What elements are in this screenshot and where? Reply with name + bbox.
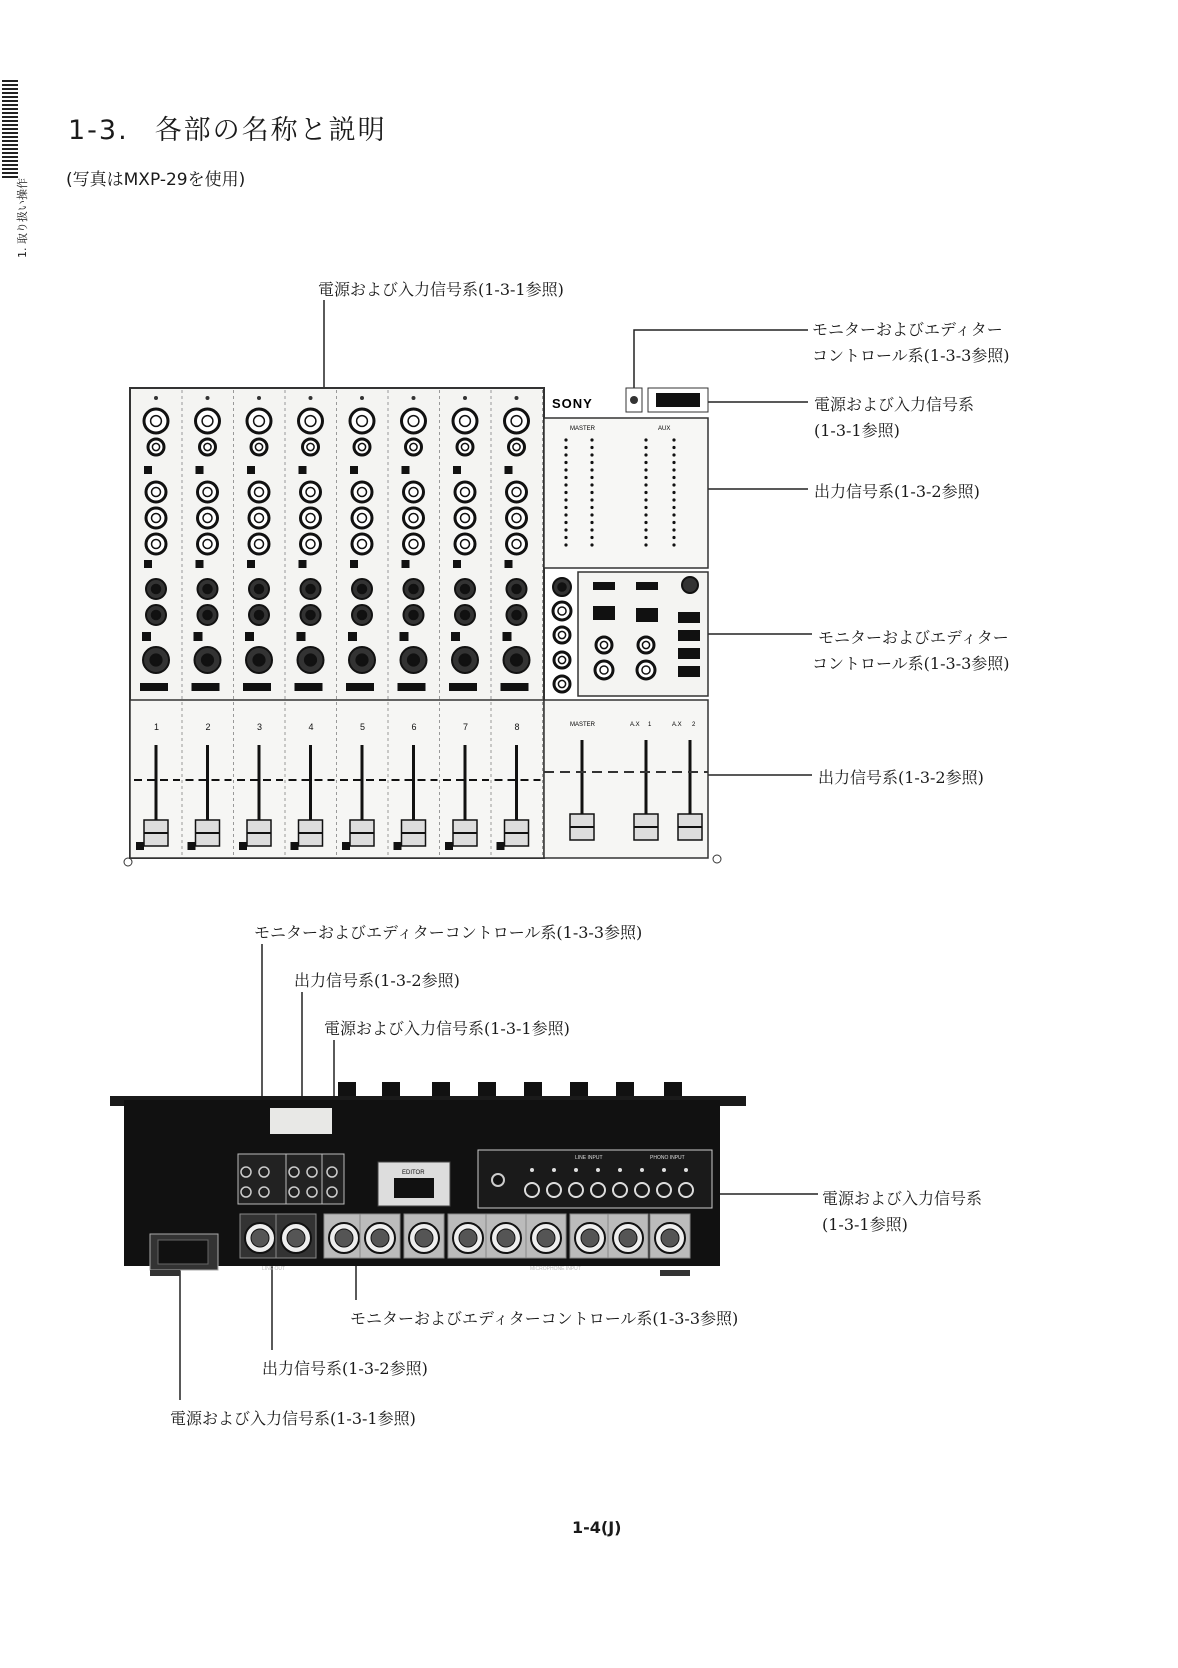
switch-icon <box>400 632 409 641</box>
xlr-pin-icon <box>581 1229 599 1247</box>
switch-icon <box>245 632 254 641</box>
channel-number: 4 <box>308 722 314 732</box>
knob-cap-icon <box>358 514 367 523</box>
brand-logo: SONY <box>552 396 593 411</box>
mute-button-icon <box>501 683 529 691</box>
meter-led-icon <box>564 521 567 524</box>
knob-cap-icon <box>409 488 418 497</box>
switch-icon <box>196 466 204 474</box>
fader-label-master: MASTER <box>570 722 596 728</box>
meter-led-icon <box>672 483 675 486</box>
knob-cap-icon <box>358 585 367 594</box>
switch-icon <box>299 466 307 474</box>
meter-led-icon <box>672 446 675 449</box>
switch-icon <box>402 560 410 568</box>
monitor-button-icon <box>678 648 700 659</box>
knob-cap-icon <box>511 416 522 427</box>
switch-icon <box>505 560 513 568</box>
meter-led-icon <box>672 498 675 501</box>
knob-cap-icon <box>461 585 470 594</box>
knob-cap-icon <box>461 514 470 523</box>
knob-cap-icon <box>512 585 521 594</box>
knob-cap-icon <box>461 540 470 549</box>
knob-cap-icon <box>255 540 264 549</box>
knob-cap-icon <box>253 654 265 666</box>
mute-button-icon <box>295 683 323 691</box>
rear-top-label-1: モニターおよびエディターコントロール系(1-3-3参照) <box>254 923 643 942</box>
xlr-pin-icon <box>251 1229 269 1247</box>
rca-marker-icon <box>684 1168 688 1172</box>
switch-icon <box>453 560 461 568</box>
front-callout-2-line1: 電源および入力信号系 <box>814 395 975 414</box>
mute-button-icon <box>398 683 426 691</box>
knob-cap-icon <box>152 611 161 620</box>
knob-cap-icon <box>151 416 162 427</box>
page-number: 1-4(J) <box>572 1518 622 1537</box>
switch-icon <box>142 632 151 641</box>
xlr-pin-icon <box>619 1229 637 1247</box>
switch-icon <box>505 466 513 474</box>
knob-cap-icon <box>600 641 607 648</box>
knob-cap-icon <box>306 488 315 497</box>
channel-number: 2 <box>205 722 211 732</box>
rca-marker-icon <box>552 1168 556 1172</box>
meter-led-icon <box>672 461 675 464</box>
photo-note: (写真はMXP-29を使用) <box>66 170 246 190</box>
meter-led-icon <box>644 528 647 531</box>
switch-icon <box>503 632 512 641</box>
knob-cap-icon <box>358 488 367 497</box>
meter-led-icon <box>564 528 567 531</box>
switch-icon <box>350 466 358 474</box>
knob-cap-icon <box>203 611 212 620</box>
xlr-pin-icon <box>537 1229 555 1247</box>
rear-panel-photo <box>0 900 1178 1460</box>
xlr-pin-icon <box>371 1229 389 1247</box>
meter-led-icon <box>564 536 567 539</box>
meter-led-icon <box>590 438 593 441</box>
xlr-pin-icon <box>287 1229 305 1247</box>
knob-cap-icon <box>152 540 161 549</box>
knob-cap-icon <box>461 488 470 497</box>
mute-button-icon <box>449 683 477 691</box>
meter-led-icon <box>644 543 647 546</box>
knob-cap-icon <box>203 514 212 523</box>
knob-cap-icon <box>558 583 566 591</box>
rear-knob-silhouette <box>382 1082 400 1096</box>
section-number: 1-3. <box>68 115 129 146</box>
front-callout-3: 出力信号系(1-3-2参照) <box>814 482 980 501</box>
meter-led-icon <box>590 521 593 524</box>
knob-cap-icon <box>202 416 213 427</box>
rear-right-label-line1: 電源および入力信号系 <box>822 1189 983 1208</box>
knob-cap-icon <box>642 641 649 648</box>
switch-icon <box>291 842 299 850</box>
knob-cap-icon <box>255 611 264 620</box>
switch-icon <box>297 632 306 641</box>
knob-cap-icon <box>152 488 161 497</box>
knob-cap-icon <box>306 514 315 523</box>
xlr-pin-icon <box>661 1229 679 1247</box>
meter-led-icon <box>564 438 567 441</box>
knob-cap-icon <box>461 611 470 620</box>
indicator-dot-icon <box>463 396 467 400</box>
meter-led-icon <box>644 468 647 471</box>
knob-cap-icon <box>358 540 367 549</box>
knob-cap-icon <box>558 656 565 663</box>
knob-cap-icon <box>203 585 212 594</box>
meter-led-icon <box>590 498 593 501</box>
meter-led-icon <box>564 446 567 449</box>
meter-led-icon <box>564 461 567 464</box>
meter-led-icon <box>590 476 593 479</box>
fader-label-1: 1 <box>648 722 652 728</box>
meter-led-icon <box>672 438 675 441</box>
section-title: 各部の名称と説明 <box>154 115 387 146</box>
indicator-dot-icon <box>154 396 158 400</box>
mute-button-icon <box>243 683 271 691</box>
knob-cap-icon <box>203 540 212 549</box>
knob-cap-icon <box>202 654 214 666</box>
meter-led-icon <box>672 543 675 546</box>
xlr-pin-icon <box>335 1229 353 1247</box>
mute-button-icon <box>140 683 168 691</box>
meter-label-aux: AUX <box>658 426 671 432</box>
meter-led-icon <box>644 476 647 479</box>
rca-marker-icon <box>618 1168 622 1172</box>
knob-cap-icon <box>356 654 368 666</box>
knob-cap-icon <box>306 585 315 594</box>
knob-cap-icon <box>558 631 565 638</box>
indicator-dot-icon <box>257 396 261 400</box>
switch-icon <box>453 466 461 474</box>
rear-right-label-line2: (1-3-1参照) <box>822 1215 908 1234</box>
knob-cap-icon <box>358 611 367 620</box>
knob-cap-icon <box>642 666 650 674</box>
rear-knob-silhouette <box>570 1082 588 1096</box>
knob-cap-icon <box>255 514 264 523</box>
rear-knob-silhouette <box>478 1082 496 1096</box>
knob-cap-icon <box>512 488 521 497</box>
knob-cap-icon <box>600 666 608 674</box>
knob-cap-icon <box>460 416 471 427</box>
switch-icon <box>299 560 307 568</box>
knob-cap-icon <box>255 488 264 497</box>
knob-cap-icon <box>150 654 162 666</box>
meter-led-icon <box>672 468 675 471</box>
meter-led-icon <box>644 491 647 494</box>
front-callout-1-line1: モニターおよびエディター <box>812 320 1003 339</box>
knob-cap-icon <box>357 416 368 427</box>
front-callout-1-line2: コントロール系(1-3-3参照) <box>812 346 1010 365</box>
knob-cap-icon <box>408 654 420 666</box>
meter-led-icon <box>590 483 593 486</box>
switch-icon <box>144 560 152 568</box>
fader-label-2: 2 <box>692 722 696 728</box>
front-callout-4-line1: モニターおよびエディター <box>818 628 1009 647</box>
channel-number: 1 <box>154 722 160 732</box>
meter-led-icon <box>590 453 593 456</box>
rear-bottom-label-1: モニターおよびエディターコントロール系(1-3-3参照) <box>350 1309 739 1328</box>
phono-input-label: PHONO INPUT <box>650 1155 685 1161</box>
knob-cap-icon <box>255 443 262 450</box>
chapter-side-label: 1. 取り扱い操作 <box>16 178 29 258</box>
meter-led-icon <box>672 536 675 539</box>
rear-top-label-2: 出力信号系(1-3-2参照) <box>294 971 460 990</box>
monitor-button-icon <box>636 608 658 622</box>
meter-led-icon <box>590 536 593 539</box>
switch-icon <box>445 842 453 850</box>
fader-label-ax1: A.X <box>630 722 640 728</box>
knob-cap-icon <box>409 611 418 620</box>
knob-cap-icon <box>512 611 521 620</box>
meter-led-icon <box>564 468 567 471</box>
switch-icon <box>402 466 410 474</box>
meter-led-icon <box>564 453 567 456</box>
monitor-button-icon <box>636 582 658 590</box>
rear-knob-silhouette <box>432 1082 450 1096</box>
meter-led-icon <box>672 453 675 456</box>
rear-knob-silhouette <box>524 1082 542 1096</box>
knob-cap-icon <box>408 416 419 427</box>
mute-button-icon <box>192 683 220 691</box>
meter-led-icon <box>644 498 647 501</box>
monitor-button-icon <box>678 666 700 677</box>
meter-led-icon <box>564 476 567 479</box>
meter-led-icon <box>564 498 567 501</box>
switch-icon <box>451 632 460 641</box>
mic-input-label: MICROPHONE INPUT <box>530 1266 581 1272</box>
rca-marker-icon <box>640 1168 644 1172</box>
rca-marker-icon <box>574 1168 578 1172</box>
front-callout-5: 出力信号系(1-3-2参照) <box>818 768 984 787</box>
meter-led-icon <box>672 506 675 509</box>
meter-led-icon <box>564 513 567 516</box>
xlr-pin-icon <box>497 1229 515 1247</box>
rear-knob-silhouette <box>664 1082 682 1096</box>
switch-icon <box>348 632 357 641</box>
knob-cap-icon <box>512 540 521 549</box>
xlr-pin-icon <box>415 1229 433 1247</box>
knob-cap-icon <box>203 488 212 497</box>
knob-cap-icon <box>409 585 418 594</box>
knob-cap-icon <box>152 514 161 523</box>
indicator-dot-icon <box>515 396 519 400</box>
channel-number: 6 <box>411 722 417 732</box>
monitor-button-icon <box>593 582 615 590</box>
knob-cap-icon <box>511 654 523 666</box>
switch-icon <box>144 466 152 474</box>
monitor-button-icon <box>678 612 700 623</box>
line-input-label: LINE INPUT <box>575 1155 603 1161</box>
switch-icon <box>342 842 350 850</box>
rear-bottom-label-2: 出力信号系(1-3-2参照) <box>262 1359 428 1378</box>
channel-number: 7 <box>463 722 469 732</box>
meter-led-icon <box>590 513 593 516</box>
meter-led-icon <box>644 513 647 516</box>
meter-led-icon <box>672 528 675 531</box>
knob-cap-icon <box>461 443 468 450</box>
monitor-button-icon <box>678 630 700 641</box>
meter-led-icon <box>590 543 593 546</box>
switch-icon <box>196 560 204 568</box>
rear-bottom-label-3: 電源および入力信号系(1-3-1参照) <box>170 1409 416 1428</box>
meter-led-icon <box>590 446 593 449</box>
knob-cap-icon <box>306 611 315 620</box>
knob-cap-icon <box>513 443 520 450</box>
switch-icon <box>247 466 255 474</box>
switch-icon <box>350 560 358 568</box>
knob-cap-icon <box>409 514 418 523</box>
mute-button-icon <box>346 683 374 691</box>
meter-led-icon <box>672 521 675 524</box>
meter-led-icon <box>590 528 593 531</box>
knob-cap-icon <box>409 540 418 549</box>
knob-cap-icon <box>305 654 317 666</box>
indicator-dot-icon <box>206 396 210 400</box>
meter-led-icon <box>564 506 567 509</box>
knob-cap-icon <box>152 443 159 450</box>
switch-icon <box>247 560 255 568</box>
meter-led-icon <box>644 483 647 486</box>
rear-knob-silhouette <box>338 1082 356 1096</box>
meter-led-icon <box>590 491 593 494</box>
editor-label: EDITOR <box>402 1170 425 1176</box>
meter-led-icon <box>590 506 593 509</box>
xlr-pin-icon <box>459 1229 477 1247</box>
knob-cap-icon <box>558 607 566 615</box>
switch-icon <box>188 842 196 850</box>
switch-icon <box>239 842 247 850</box>
channel-number: 8 <box>514 722 520 732</box>
knob-cap-icon <box>306 540 315 549</box>
meter-led-icon <box>672 476 675 479</box>
rca-marker-icon <box>530 1168 534 1172</box>
indicator-dot-icon <box>360 396 364 400</box>
meter-led-icon <box>672 491 675 494</box>
channel-number: 5 <box>360 722 366 732</box>
monitor-button-icon <box>593 606 615 620</box>
knob-cap-icon <box>459 654 471 666</box>
knob-cap-icon <box>410 443 417 450</box>
channel-number: 3 <box>257 722 263 732</box>
meter-led-icon <box>644 536 647 539</box>
meter-led-icon <box>644 521 647 524</box>
indicator-dot-icon <box>309 396 313 400</box>
fader-label-ax2: A.X <box>672 722 682 728</box>
front-callout-2-line2: (1-3-1参照) <box>814 421 900 440</box>
meter-led-icon <box>564 483 567 486</box>
switch-icon <box>136 842 144 850</box>
meter-led-icon <box>644 446 647 449</box>
line-out-label: LINE OUT <box>262 1266 286 1272</box>
switch-icon <box>497 842 505 850</box>
switch-icon <box>194 632 203 641</box>
knob-cap-icon <box>255 585 264 594</box>
meter-led-icon <box>590 461 593 464</box>
knob-cap-icon <box>204 443 211 450</box>
meter-led-icon <box>644 506 647 509</box>
rca-marker-icon <box>662 1168 666 1172</box>
meter-led-icon <box>590 468 593 471</box>
meter-led-icon <box>644 461 647 464</box>
front-top-label: 電源および入力信号系(1-3-1参照) <box>318 280 564 299</box>
indicator-dot-icon <box>412 396 416 400</box>
front-callout-4-line2: コントロール系(1-3-3参照) <box>812 654 1010 673</box>
ground-terminal-icon <box>492 1174 504 1186</box>
knob-cap-icon <box>307 443 314 450</box>
meter-led-icon <box>564 491 567 494</box>
switch-icon <box>394 842 402 850</box>
meter-label-master: MASTER <box>570 426 596 432</box>
knob-cap-icon <box>512 514 521 523</box>
meter-led-icon <box>644 438 647 441</box>
meter-led-icon <box>564 543 567 546</box>
knob-cap-icon <box>152 585 161 594</box>
rear-top-label-3: 電源および入力信号系(1-3-1参照) <box>324 1019 570 1038</box>
rear-knob-silhouette <box>616 1082 634 1096</box>
knob-cap-icon <box>358 443 365 450</box>
rca-marker-icon <box>596 1168 600 1172</box>
lamp-icon <box>682 577 698 593</box>
knob-cap-icon <box>558 680 565 687</box>
knob-cap-icon <box>254 416 265 427</box>
meter-led-icon <box>644 453 647 456</box>
meter-led-icon <box>672 513 675 516</box>
knob-cap-icon <box>305 416 316 427</box>
